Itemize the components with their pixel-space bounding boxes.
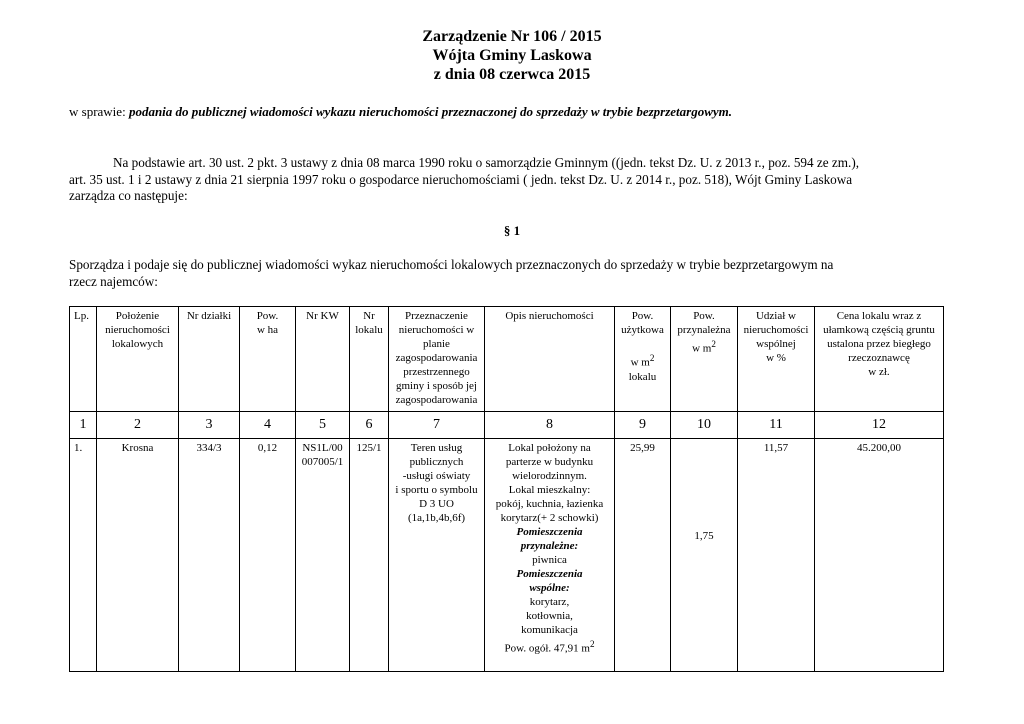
cell-pow-ha: 0,12 [240,439,296,672]
header-pow-ha: Pow. w ha [240,307,296,412]
intro-text [69,257,949,290]
cell-pow-uzytkowa: 25,99 [615,439,671,672]
title-line-1: Zarządzenie Nr 106 / 2015 [422,28,602,45]
cell-polozenie: Krosna [97,439,179,672]
header-pow-przynalezna: Pow. przynależna w $m^2$ [671,307,738,412]
title-line-2: Wójta Gminy Laskowa [432,47,592,64]
header-nr-dzialki: Nr działki [179,307,240,412]
cell-lp: 1. [70,439,97,672]
column-number: 4 [240,412,296,439]
header-polozenie: Położenie nieruchomości lokalowych [97,307,179,412]
column-number: 12 [815,412,944,439]
cell-cena: 45.200,00 [815,439,944,672]
legal-basis [69,155,949,205]
column-number: 10 [671,412,738,439]
cell-pow-przynalezna: 1,75 [671,439,738,672]
cell-udzial: 11,57 [738,439,815,672]
cell-nr-lokalu: 125/1 [350,439,389,672]
cell-nr-dzialki: 334/3 [179,439,240,672]
cell-opis: Lokal położony na parterze w budynku wielorodzinnym. Lokal mieszkalny: pokój, kuchnia, łazienka korytarz(+ 2 schowki) Pomieszczenia przynależne: piwnica Pomieszczenia wspólne: korytarz, kotłownia, komunikacja Pow. ogół. 47,91 $m^2$ [485,439,615,672]
cell-nr-kw: NS1L/00 007005/1 [296,439,350,672]
cell-przeznaczenie: Teren usług publicznych -usługi oświaty i sportu o symbolu D 3 UO (1a,1b,4b,6f) [389,439,485,672]
document-title [0,27,1024,84]
column-number: 2 [97,412,179,439]
subject-line [69,104,969,120]
header-przeznaczenie: Przeznaczenie nieruchomości w planie zagospodarowania przestrzennego gminy i sposób jej zagospodarowania [389,307,485,412]
subject-topic: podania do publicznej wiadomości wykazu nieruchomości przeznaczonej do sprzedaży w trybie bezprzetargowym. [128,104,733,119]
column-number: 11 [738,412,815,439]
intro-line-2: rzecz najemców: [69,273,158,289]
column-number: 7 [389,412,485,439]
title-line-3: z dnia 08 czerwca 2015 [433,66,591,83]
property-table [69,306,944,672]
table-row [70,439,944,672]
header-cena: Cena lokalu wraz z ułamkową częścią gruntu ustalona przez biegłego rzeczoznawcę w zł. [815,307,944,412]
column-number: 8 [485,412,615,439]
column-number: 3 [179,412,240,439]
header-nr-kw: Nr KW [296,307,350,412]
header-udzial: Udział w nieruchomości wspólnej w % [738,307,815,412]
basis-line-2: art. 35 ust. 1 i 2 ustawy z dnia 21 sierpnia 1997 roku o gospodarce nieruchomościami ( jedn. tekst Dz. U. z 2014 r., poz. 518), Wójt Gminy Laskowa [69,171,853,187]
intro-line-1: Sporządza i podaje się do publicznej wiadomości wykaz nieruchomości lokalowych przeznaczonych do sprzedaży w trybie bezprzetargowym na [69,257,834,272]
table-header-row [70,307,944,412]
header-nr-lokalu: Nr lokalu [350,307,389,412]
column-number: 5 [296,412,350,439]
column-number: 9 [615,412,671,439]
paragraph-sign: § 1 [503,223,521,238]
basis-line-1: Na podstawie art. 30 ust. 2 pkt. 3 ustawy z dnia 08 marca 1990 roku o samorządzie Gminnym ((jedn. tekst Dz. U. z 2013 r., poz. 594 ze zm.), [113,155,860,170]
subject-prefix: w sprawie: [69,104,126,119]
header-lp: Lp. [70,307,97,412]
header-opis: Opis nieruchomości [485,307,615,412]
header-pow-uzytkowa: Pow. użytkowa w $m^2$ lokalu [615,307,671,412]
column-number-row [70,412,944,439]
basis-line-3: zarządza co następuje: [69,188,188,203]
column-number: 6 [350,412,389,439]
column-number: 1 [70,412,97,439]
